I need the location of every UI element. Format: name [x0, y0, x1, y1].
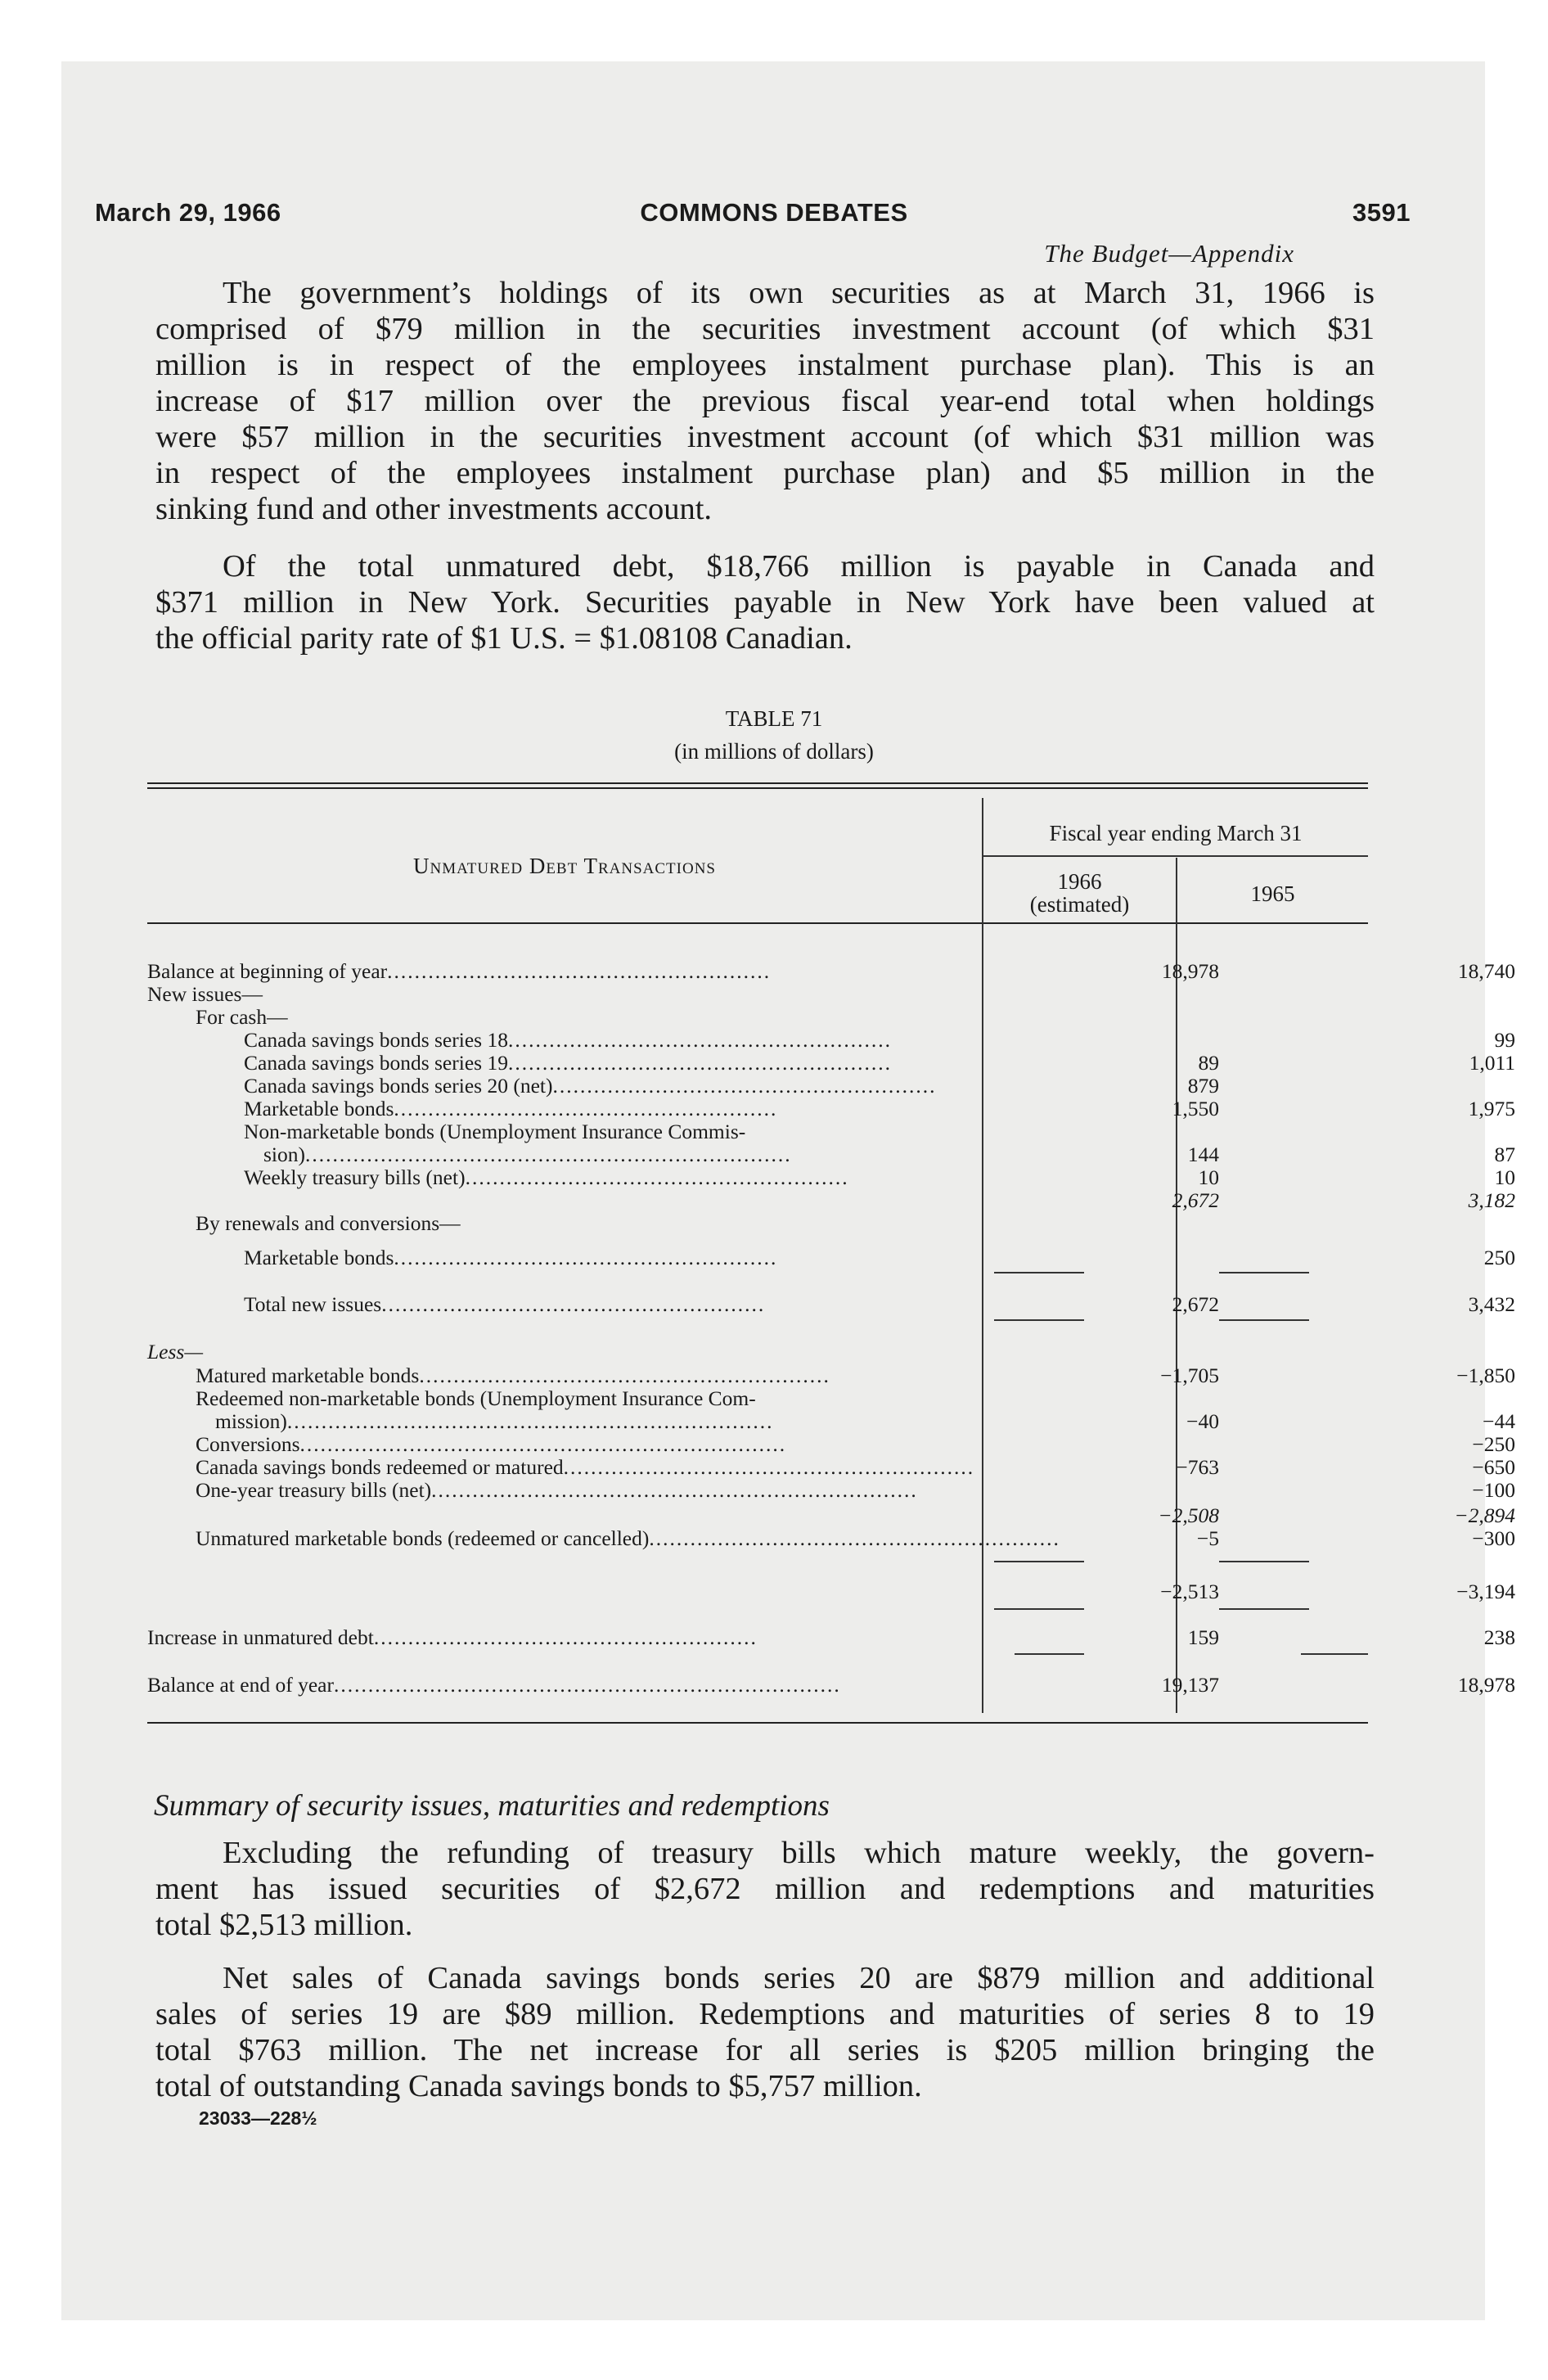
value-1966: 18,978 [1161, 959, 1219, 983]
sum-rule [1301, 1653, 1368, 1655]
footer-code: 23033—228½ [199, 2107, 317, 2129]
total-1966: −2,513 [1160, 1580, 1219, 1603]
sum-rule [994, 1561, 1084, 1562]
paragraph-line: Excluding the refunding of treasury bills which mature weekly, the govern- [223, 1836, 1375, 1870]
row-label: sion)....................................................................... [263, 1143, 792, 1166]
sum-rule [1219, 1561, 1309, 1562]
table-caption: TABLE 71 [725, 706, 823, 731]
row-label: Weekly treasury bills (net)........................................................ [244, 1165, 849, 1189]
table-top-rule [147, 782, 1368, 784]
sum-rule [1219, 1608, 1309, 1610]
value-1965: 1,975 [1468, 1097, 1515, 1120]
paragraph-line: million is in respect of the employees instalment purchase plan). This is an [155, 348, 1375, 382]
table-units: (in millions of dollars) [674, 739, 874, 764]
table-row [147, 1165, 1515, 1189]
row-label: Total new issues........................................................ [244, 1292, 766, 1316]
value-1965: 1,011 [1469, 1051, 1515, 1075]
section-title: Summary of security issues, maturities and redemptions [154, 1789, 830, 1823]
table-row [147, 1432, 1515, 1456]
row-label: One-year treasury bills (net)....................................................................... [196, 1478, 918, 1502]
row-label: New issues— [147, 982, 263, 1006]
sum-rule [994, 1608, 1084, 1610]
value-1965: 87 [1494, 1143, 1515, 1166]
paragraph-line: Of the total unmatured debt, $18,766 million is payable in Canada and [223, 549, 1375, 584]
header-title: COMMONS DEBATES [640, 198, 908, 227]
total-1965: −3,194 [1456, 1580, 1515, 1603]
table-row-total [147, 1292, 1515, 1316]
value-1965: 238 [1483, 1625, 1515, 1649]
value-1965: −44 [1483, 1409, 1515, 1433]
value-1966: −40 [1186, 1409, 1219, 1433]
value-1966: 10 [1198, 1165, 1219, 1189]
value-1965: 18,740 [1457, 959, 1515, 983]
value-1966: 144 [1187, 1143, 1219, 1166]
table-row [147, 1075, 1368, 1098]
stub-header: Unmatured Debt Transactions [413, 854, 716, 878]
table-row [147, 1409, 1515, 1433]
row-label: Marketable bonds........................................................ [244, 1246, 778, 1269]
paragraph-line: were $57 million in the securities investment account (of which $31 million was [155, 420, 1375, 454]
paragraph-line: Net sales of Canada savings bonds series 20 are $879 million and additional [223, 1961, 1375, 1995]
col-1966-header: 1966 [1057, 869, 1102, 894]
paragraph-line: total $2,513 million. [155, 1908, 413, 1942]
paragraph-line: The government’s holdings of its own securities as at March 31, 1966 is [223, 276, 1375, 310]
sum-rule [1015, 1653, 1084, 1655]
sum-rule [1219, 1272, 1309, 1273]
group-header-rule [983, 855, 1368, 857]
table-row [147, 1364, 1515, 1387]
paragraph-line: comprised of $79 million in the securities investment account (of which $31 [155, 312, 1375, 346]
row-label: By renewals and conversions— [196, 1211, 461, 1235]
value-1966: 2,672 [1172, 1292, 1219, 1316]
sum-rule [994, 1272, 1084, 1273]
header-date: March 29, 1966 [95, 198, 281, 227]
value-1966: 89 [1198, 1051, 1219, 1075]
subtotal-1965: 3,182 [1468, 1188, 1515, 1212]
sum-rule [994, 1319, 1084, 1321]
header-subtitle: The Budget—Appendix [1044, 239, 1294, 268]
row-label: Marketable bonds........................................................ [244, 1097, 778, 1120]
value-1966: −5 [1196, 1526, 1219, 1550]
paragraph-line: $371 million in New York. Securities payable in New York have been valued at [155, 585, 1375, 620]
row-label: Canada savings bonds series 18........................................................ [244, 1028, 892, 1052]
row-label: Canada savings bonds series 19........................................................ [244, 1051, 892, 1075]
table-row [147, 1051, 1515, 1075]
table-row [147, 1625, 1515, 1649]
value-1965: −100 [1472, 1478, 1515, 1502]
table-row [147, 1143, 1515, 1166]
paragraph-unmatured-debt [155, 548, 1375, 656]
table-row [147, 1526, 1515, 1550]
value-1965: −650 [1472, 1455, 1515, 1479]
paragraph-line: the official parity rate of $1 U.S. = $1.08108 Canadian. [155, 621, 853, 656]
table-row [147, 959, 1515, 983]
table-row [147, 1212, 1368, 1235]
row-label: Balance at beginning of year........................................................ [147, 959, 772, 983]
value-1965: −300 [1472, 1526, 1515, 1550]
subtotal-1966: −2,508 [1158, 1503, 1219, 1527]
subtotal-1966: 2,672 [1172, 1188, 1219, 1212]
table-row [147, 1246, 1515, 1269]
table-row [147, 1455, 1515, 1479]
table-row [147, 1097, 1515, 1120]
table-row [147, 1006, 1368, 1029]
value-1965: 250 [1483, 1246, 1515, 1269]
value-1965: 10 [1494, 1165, 1515, 1189]
subtotal-1965: −2,894 [1454, 1503, 1515, 1527]
row-label: Matured marketable bonds............................................................ [196, 1364, 830, 1387]
value-1965: 18,978 [1457, 1673, 1515, 1697]
sum-rule [1219, 1319, 1309, 1321]
row-label: Non-marketable bonds (Unemployment Insurance Commis- [244, 1120, 746, 1143]
value-1966: −763 [1176, 1455, 1219, 1479]
table-row [147, 1120, 1368, 1143]
paragraph-line: increase of $17 million over the previous fiscal year-end total when holdings [155, 384, 1375, 418]
paragraph-line: ment has issued securities of $2,672 million and redemptions and maturities [155, 1872, 1375, 1906]
table-row [147, 1028, 1515, 1052]
table-row-subtotal [147, 1188, 1515, 1212]
table-top-rule-double [147, 787, 1368, 789]
row-label: Less— [147, 1340, 204, 1364]
group-header: Fiscal year ending March 31 [1049, 821, 1303, 845]
row-label: Canada savings bonds redeemed or matured............................................................ [196, 1455, 975, 1479]
row-label: mission)....................................................................... [215, 1409, 774, 1433]
row-label: Balance at end of year.......................................................................... [147, 1673, 841, 1697]
value-1966: −1,705 [1160, 1364, 1219, 1387]
value-1966: 19,137 [1161, 1673, 1219, 1697]
table-header-rule [147, 922, 1368, 924]
paragraph-savings-bonds [155, 1960, 1375, 2104]
header-page-number: 3591 [1352, 198, 1411, 227]
value-1966: 159 [1187, 1625, 1219, 1649]
table-row [147, 983, 1368, 1006]
col-1966-header-estimated: (estimated) [1029, 892, 1130, 917]
table-row-subtotal [147, 1503, 1515, 1527]
table-row [147, 1387, 1368, 1410]
row-label: Increase in unmatured debt........................................................ [147, 1625, 758, 1649]
table-row [147, 1673, 1515, 1697]
paragraph-line: sales of series 19 are $89 million. Redemptions and maturities of series 8 to 19 [155, 1997, 1375, 2031]
paragraph-summary [155, 1835, 1375, 1943]
paragraph-holdings [155, 275, 1375, 527]
value-1965: −1,850 [1456, 1364, 1515, 1387]
paragraph-line: total of outstanding Canada savings bonds to $5,757 million. [155, 2069, 922, 2103]
table-row [147, 1478, 1515, 1502]
row-label: Canada savings bonds series 20 (net)........................................................ [244, 1074, 937, 1098]
row-label: Redeemed non-marketable bonds (Unemployment Insurance Com- [196, 1386, 756, 1410]
table-row-total [147, 1580, 1515, 1603]
table-bottom-rule [147, 1722, 1368, 1724]
paragraph-line: sinking fund and other investments account. [155, 492, 713, 526]
table-row [147, 1341, 1368, 1364]
paragraph-line: in respect of the employees instalment purchase plan) and $5 million in the [155, 456, 1375, 490]
row-label: For cash— [196, 1005, 288, 1029]
value-1965: 3,432 [1468, 1292, 1515, 1316]
col-1965-header: 1965 [1250, 881, 1295, 906]
value-1965: 99 [1494, 1028, 1515, 1052]
row-label: Unmatured marketable bonds (redeemed or cancelled)............................................................ [196, 1526, 1060, 1550]
value-1966: 879 [1187, 1074, 1219, 1098]
row-label: Conversions....................................................................... [196, 1432, 787, 1456]
value-1966: 1,550 [1172, 1097, 1219, 1120]
paragraph-line: total $763 million. The net increase for all series is $205 million bringing the [155, 2033, 1375, 2067]
value-1965: −250 [1472, 1432, 1515, 1456]
